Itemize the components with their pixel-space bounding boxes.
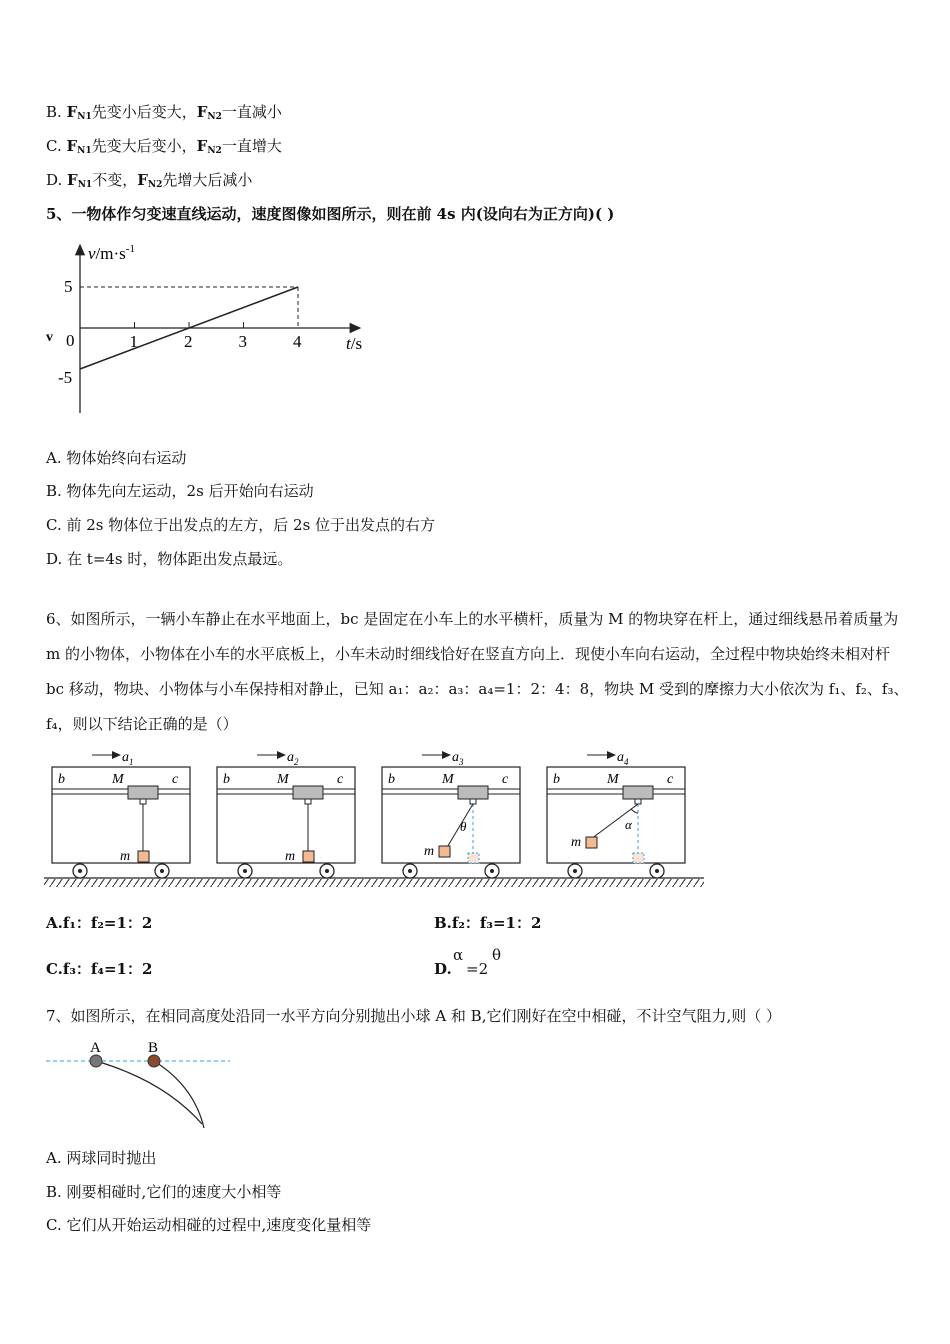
svg-text:θ: θ bbox=[460, 819, 467, 834]
q4-option-c: C. $F_{N1}$先变大后变小，$F_{N2}$一直增大 bbox=[46, 137, 282, 156]
y-tick-5: 5 bbox=[64, 277, 73, 296]
svg-text:b: b bbox=[223, 772, 230, 787]
q5-option-c: C. 前 2s 物体位于出发点的左方，后 2s 位于出发点的右方 bbox=[46, 516, 436, 534]
x-axis-label: t/s bbox=[346, 334, 363, 353]
q4-option-b: B. $F_{N1}$先变小后变大，$F_{N2}$一直减小 bbox=[46, 103, 282, 122]
x-tick-label: 1 bbox=[129, 332, 138, 351]
svg-text:a4: $a_4$ bbox=[617, 750, 629, 767]
svg-text:m: m bbox=[120, 849, 131, 864]
svg-text:M: M bbox=[442, 772, 454, 787]
cart-3 bbox=[382, 750, 520, 878]
q6-cart-figure bbox=[44, 745, 704, 890]
y-tick-neg5: -5 bbox=[58, 368, 73, 387]
q5-stem: 5、一物体作匀变速直线运动，速度图像如图所示，则在前 4s 内(设向右为正方向)( ) bbox=[46, 205, 615, 223]
q6-stem: 6、如图所示，一辆小车静止在水平地面上，bc 是固定在小车上的水平横杆，质量为 M 的物块穿在杆上，通过细线悬吊着质量为 m 的小物体，小物体在小车的水平底板上，小车未动时细线恰好在竖直方向上．现使小车向右运动，全过程中物块始终未相对杆 bc 移动，物块、小物体与小车保持相对静止，已知 a₁：a₂：a₃：a₄=1：2：4：8，物块 M 受到的摩擦力大小依次为 f₁、f₂、f₃、f₄，则以下结论正确的是（） bbox=[46, 610, 909, 733]
svg-text:A: A bbox=[90, 1040, 101, 1056]
svg-text:b: b bbox=[58, 772, 65, 787]
svg-text:b: b bbox=[388, 772, 395, 787]
q4-option-d: D. $F_{N1}$不变，$F_{N2}$先增大后减小 bbox=[46, 171, 253, 190]
q6-option-a: A.f₁：f₂=1：2 bbox=[46, 914, 153, 932]
ball-a bbox=[90, 1055, 102, 1067]
q7-stem: 7、如图所示，在相同高度处沿同一水平方向分别抛出小球 A 和 B,它们刚好在空中相碰，不计空气阻力,则（ ） bbox=[46, 1007, 782, 1025]
q5-velocity-graph bbox=[40, 235, 380, 425]
q6-option-c: C.f₃：f₄=1：2 bbox=[46, 960, 153, 978]
svg-text:c: c bbox=[337, 772, 344, 787]
q5-option-a: A. 物体始终向右运动 bbox=[46, 449, 187, 467]
y-axis-label: $v/m\cdot s^{-1}$ bbox=[88, 243, 135, 263]
svg-text:c: c bbox=[502, 772, 509, 787]
svg-text:c: c bbox=[172, 772, 179, 787]
svg-text:b: b bbox=[553, 772, 560, 787]
side-label: v bbox=[46, 330, 53, 345]
svg-text:M: M bbox=[112, 772, 124, 787]
q5-option-b: B. 物体先向左运动，2s 后开始向右运动 bbox=[46, 482, 314, 500]
svg-text:m: m bbox=[424, 844, 435, 859]
svg-text:a2: $a_2$ bbox=[287, 750, 299, 767]
cart-1 bbox=[52, 750, 190, 878]
q7-projectile-figure bbox=[44, 1036, 244, 1136]
svg-text:m: m bbox=[571, 835, 582, 850]
y-tick-0: 0 bbox=[66, 331, 75, 350]
cart-2 bbox=[217, 750, 355, 878]
q7-option-b: B. 刚要相碰时,它们的速度大小相等 bbox=[46, 1183, 282, 1201]
x-tick-label: 2 bbox=[184, 332, 193, 351]
svg-text:m: m bbox=[285, 849, 296, 864]
svg-text:B: B bbox=[148, 1040, 159, 1056]
svg-text:M: M bbox=[277, 772, 289, 787]
svg-text:M: M bbox=[607, 772, 619, 787]
svg-text:a1: $a_1$ bbox=[122, 750, 134, 767]
ball-b bbox=[148, 1055, 160, 1067]
q6-option-b: B.f₂：f₃=1：2 bbox=[434, 914, 542, 932]
svg-text:α: α bbox=[625, 817, 632, 832]
q7-option-c: C. 它们从开始运动相碰的过程中,速度变化量相等 bbox=[46, 1216, 372, 1234]
svg-text:c: c bbox=[667, 772, 674, 787]
q5-option-d: D. 在 t=4s 时，物体距出发点最远。 bbox=[46, 550, 293, 568]
cart-4 bbox=[547, 750, 685, 878]
x-tick-label: 3 bbox=[238, 332, 247, 351]
q7-option-a: A. 两球同时抛出 bbox=[46, 1149, 157, 1167]
svg-text:a3: $a_3$ bbox=[452, 750, 464, 767]
x-tick-label: 4 bbox=[293, 332, 302, 351]
q6-option-d: D. α =2 θ bbox=[434, 946, 502, 978]
